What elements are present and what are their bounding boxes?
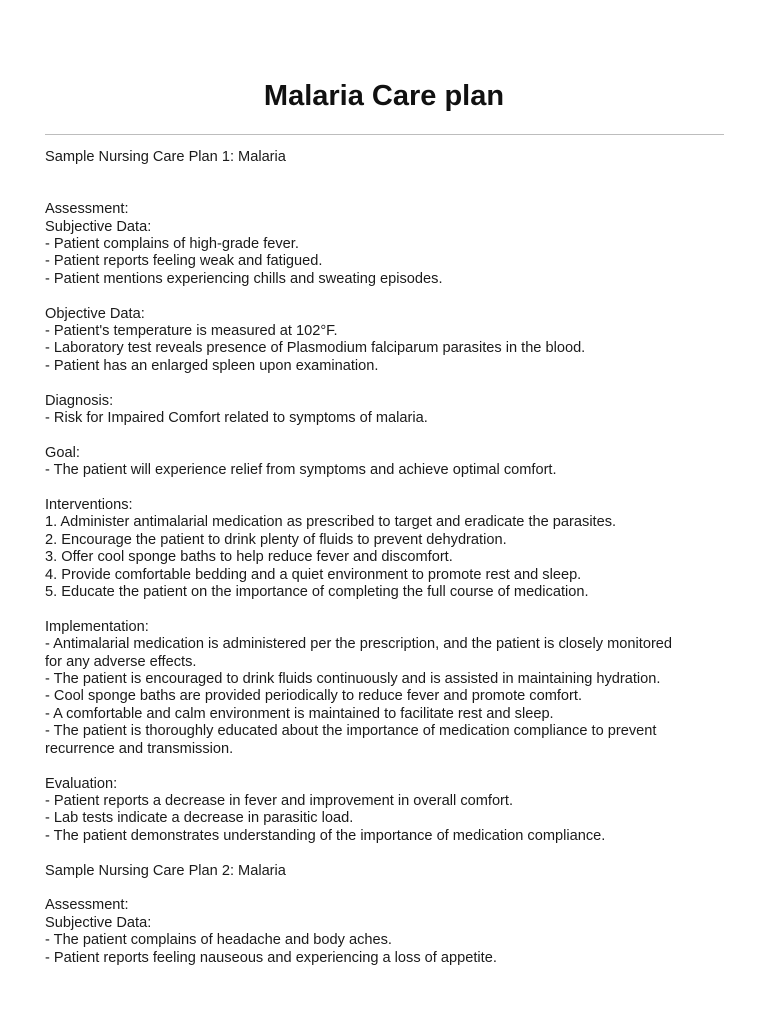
- text-line: - Patient mentions experiencing chills and sweating episodes.: [45, 270, 443, 287]
- text-line: - The patient will experience relief from symptoms and achieve optimal comfort.: [45, 462, 557, 479]
- text-line: - Laboratory test reveals presence of Plasmodium falciparum parasites in the blood.: [45, 340, 586, 357]
- blank-line: [45, 480, 725, 497]
- blank-line: [45, 880, 725, 897]
- text-line: - Patient reports feeling nauseous and experiencing a loss of appetite.: [45, 949, 497, 966]
- text-line: Objective Data:: [45, 305, 145, 322]
- text-line: Assessment:: [45, 201, 129, 218]
- text-line: 1. Administer antimalarial medication as prescribed to target and eradicate the parasites.: [45, 514, 617, 531]
- text-line: - The patient complains of headache and body aches.: [45, 932, 392, 949]
- text-line: 2. Encourage the patient to drink plenty of fluids to prevent dehydration.: [45, 531, 507, 548]
- blank-line: [45, 184, 725, 201]
- document-title: Malaria Care plan: [263, 80, 505, 112]
- text-line: Sample Nursing Care Plan 2: Malaria: [45, 862, 286, 879]
- blank-line: [45, 601, 725, 618]
- text-line: Sample Nursing Care Plan 1: Malaria: [45, 149, 286, 165]
- text-line: 3. Offer cool sponge baths to help reduce fever and discomfort.: [45, 549, 453, 566]
- title-divider: [45, 134, 724, 135]
- blank-line: [45, 427, 725, 444]
- text-line: Diagnosis:: [45, 392, 114, 409]
- text-line: Subjective Data:: [45, 914, 152, 931]
- text-line: - Patient reports feeling weak and fatigued.: [45, 253, 323, 270]
- text-line: for any adverse effects.: [45, 653, 197, 670]
- text-line: Implementation:: [45, 618, 149, 635]
- text-line: Interventions:: [45, 497, 133, 514]
- text-line: Evaluation:: [45, 775, 118, 792]
- text-line: - Patient's temperature is measured at 102°F.: [45, 323, 338, 340]
- text-line: - A comfortable and calm environment is maintained to facilitate rest and sleep.: [45, 705, 554, 722]
- blank-line: [45, 166, 725, 183]
- text-line: - The patient is thoroughly educated about the importance of medication compliance to prevent: [45, 723, 657, 740]
- text-line: - The patient demonstrates understanding of the importance of medication compliance.: [45, 827, 606, 844]
- text-line: - Cool sponge baths are provided periodically to reduce fever and promote comfort.: [45, 688, 583, 705]
- text-line: - Risk for Impaired Comfort related to symptoms of malaria.: [45, 410, 428, 427]
- blank-line: [45, 758, 725, 775]
- text-line: - Antimalarial medication is administered per the prescription, and the patient is closely monitored: [45, 636, 673, 653]
- document-body: [45, 149, 725, 967]
- text-line: - Lab tests indicate a decrease in parasitic load.: [45, 810, 354, 827]
- text-line: Goal:: [45, 444, 80, 461]
- blank-line: [45, 375, 725, 392]
- text-line: - Patient has an enlarged spleen upon examination.: [45, 357, 379, 374]
- text-line: - Patient reports a decrease in fever and improvement in overall comfort.: [45, 792, 514, 809]
- text-line: - Patient complains of high-grade fever.: [45, 236, 299, 252]
- text-line: recurrence and transmission.: [45, 740, 234, 757]
- text-line: Subjective Data:: [45, 218, 152, 235]
- text-line: - The patient is encouraged to drink fluids continuously and is assisted in maintaining hydration.: [45, 671, 661, 688]
- blank-line: [45, 288, 725, 305]
- text-line: Assessment:: [45, 897, 129, 914]
- text-line: 5. Educate the patient on the importance of completing the full course of medication.: [45, 584, 589, 601]
- text-line: 4. Provide comfortable bedding and a quiet environment to promote rest and sleep.: [45, 566, 582, 583]
- blank-line: [45, 845, 725, 862]
